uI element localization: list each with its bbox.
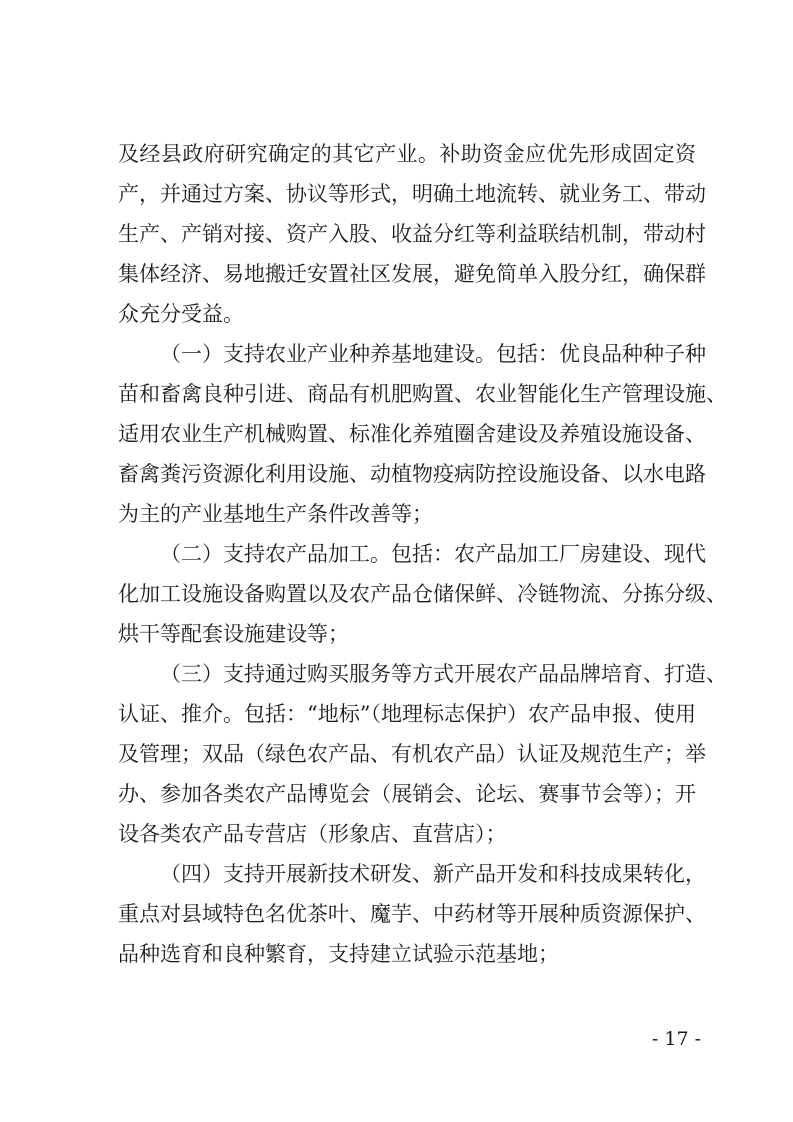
text-line: （二）支持农产品加工。包括：农产品加工厂房建设、现代	[160, 542, 706, 566]
text-line: 办、参加各类农产品博览会（展销会、论坛、赛事节会等）；开	[118, 782, 696, 806]
text-line: 产，并通过方案、协议等形式，明确土地流转、就业务工、带动	[118, 182, 706, 206]
text-line: 设各类农产品专营店（形象店、直营店）；	[118, 822, 507, 846]
text-line: 品种选育和良种繁育，支持建立试验示范基地；	[118, 942, 559, 966]
text-line: 及管理；双品（绿色农产品、有机农产品）认证及规范生产；举	[118, 742, 706, 766]
text-line: （四）支持开展新技术研发、新产品开发和科技成果转化，	[160, 862, 706, 886]
text-line: 烘干等配套设施建设等；	[118, 622, 349, 646]
text-line: （一）支持农业产业种养基地建设。包括：优良品种种子种	[160, 342, 706, 366]
text-line: 适用农业生产机械购置、标准化养殖圈舍建设及养殖设施设备、	[118, 422, 706, 446]
text-line: 认证、推介。包括：“地标”（地理标志保护）农产品申报、使用	[118, 702, 696, 726]
text-line: 为主的产业基地生产条件改善等；	[118, 502, 433, 526]
text-line: （三）支持通过购买服务等方式开展农产品品牌培育、打造、	[160, 662, 727, 686]
text-line: 重点对县域特色名优茶叶、魔芋、中药材等开展种质资源保护、	[118, 902, 706, 926]
text-line: 集体经济、易地搬迁安置社区发展，避免简单入股分红，确保群	[118, 262, 706, 286]
text-line: 化加工设施设备购置以及农产品仓储保鲜、冷链物流、分拣分级、	[118, 582, 727, 606]
text-line: 畜禽粪污资源化利用设施、动植物疫病防控设施设备、以水电路	[118, 462, 706, 486]
text-line: 及经县政府研究确定的其它产业。补助资金应优先形成固定资	[118, 142, 696, 166]
text-line: 苗和畜禽良种引进、商品有机肥购置、农业智能化生产管理设施、	[118, 382, 727, 406]
page-number: - 17 -	[651, 1028, 701, 1050]
text-line: 生产、产销对接、资产入股、收益分红等利益联结机制，带动村	[118, 222, 706, 246]
text-line: 众充分受益。	[118, 302, 244, 326]
